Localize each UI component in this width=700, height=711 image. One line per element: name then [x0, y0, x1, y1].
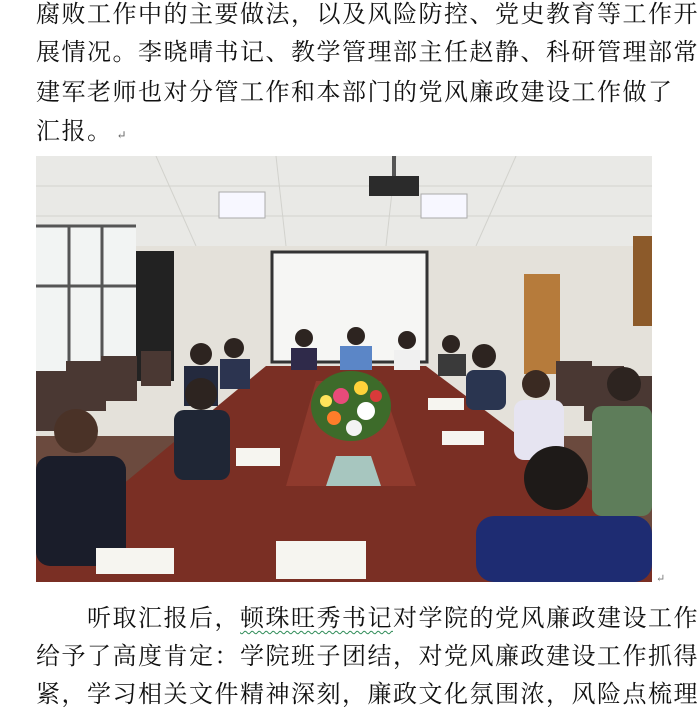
text-line-4 — [36, 119, 128, 143]
text-line-4-content: 汇报。 — [36, 117, 113, 145]
text-segment: 对学院的党风廉政建设工作 — [393, 604, 699, 632]
paragraph-mark-icon: ↵ — [116, 128, 129, 142]
text-line-1: 腐败工作中的主要做法，以及风险防控、党史教育等工作开 — [36, 0, 699, 28]
spellcheck-flagged-text[interactable]: 顿珠旺秀书记 — [240, 604, 393, 632]
text-line-7: 紧，学习相关文件精神深刻，廉政文化氛围浓，风险点梳理 — [36, 680, 699, 708]
paragraph-mark-icon: ↵ — [656, 572, 666, 585]
text-segment: 听取汇报后， — [36, 604, 240, 632]
text-line-5 — [36, 606, 699, 630]
text-line-3: 建军老师也对分管工作和本部门的党风廉政建设工作做了 — [36, 78, 674, 106]
text-line-2: 展情况。李晓晴书记、教学管理部主任赵静、科研管理部常 — [36, 38, 699, 66]
meeting-photo — [36, 156, 652, 582]
text-line-6: 给予了高度肯定：学院班子团结，对党风廉政建设工作抓得 — [36, 642, 699, 670]
